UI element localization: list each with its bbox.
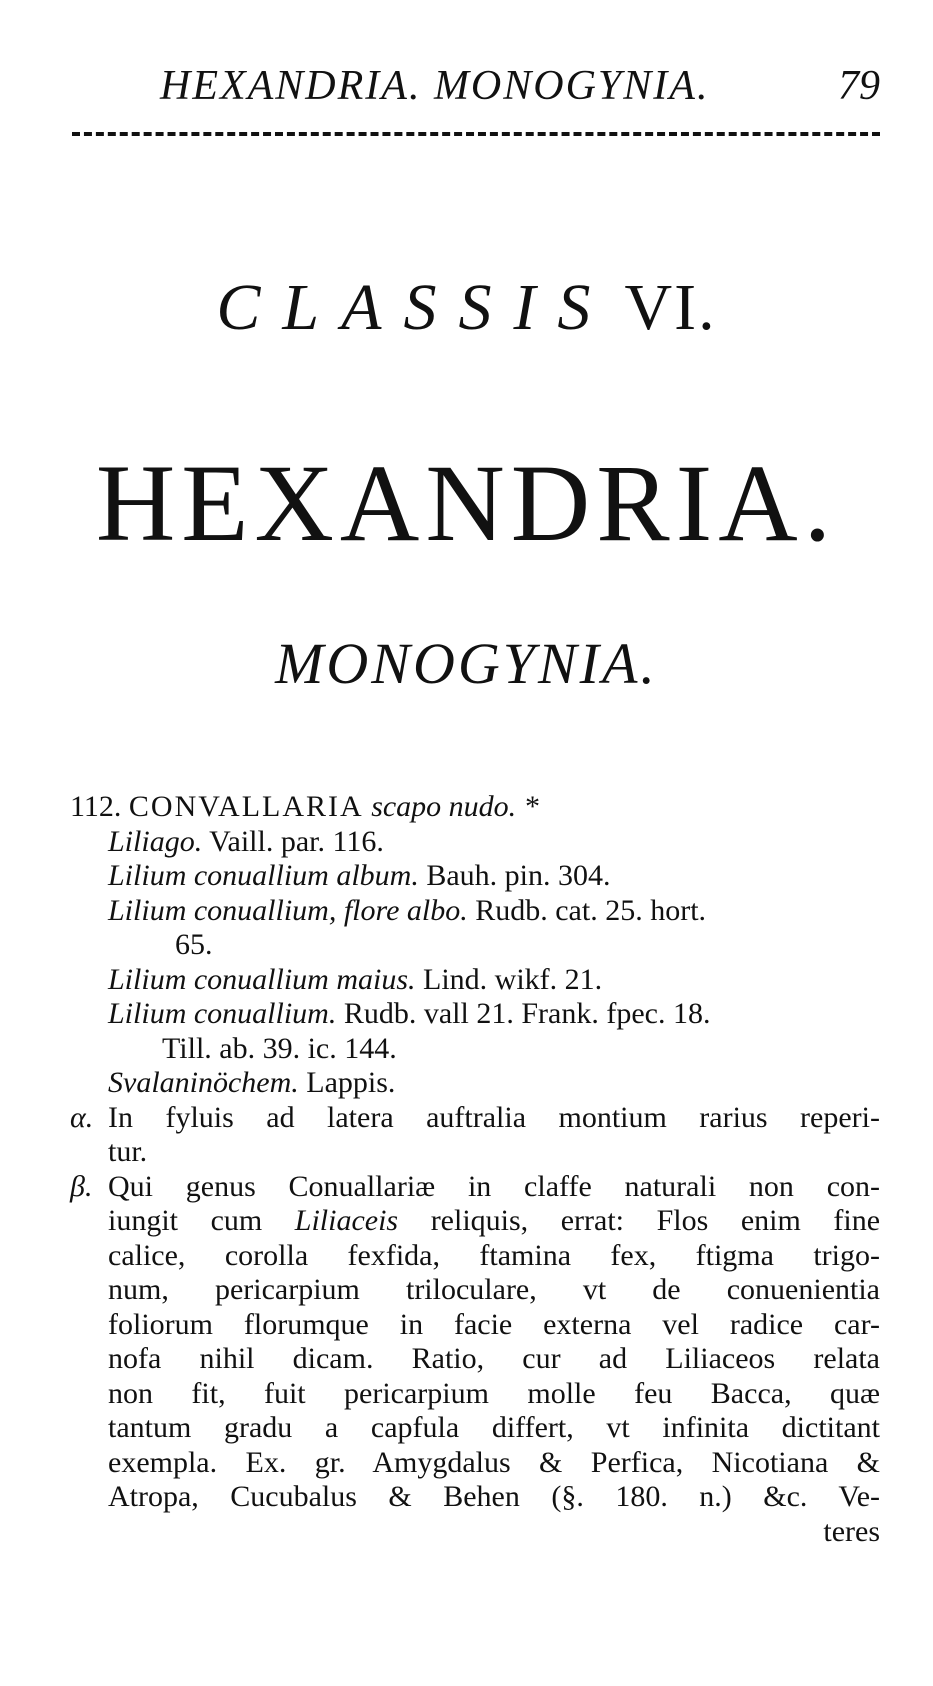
note-beta-text: reliquis, errat: Flos enim fine bbox=[430, 1204, 881, 1237]
note-beta-line bbox=[70, 1342, 880, 1377]
synonym-name-variant: flore albo. bbox=[343, 893, 468, 927]
synonym-ref: Lind. wikf. 21. bbox=[423, 962, 603, 996]
synonym-continuation bbox=[70, 928, 880, 963]
genus-name: CONVALLARIA bbox=[128, 790, 364, 823]
note-beta-line bbox=[70, 1377, 880, 1412]
synonym-name: Svalaninöchem. bbox=[108, 1066, 299, 1099]
synonym-name: Lilium conuallium album. bbox=[108, 859, 419, 892]
classis-numeral: VI. bbox=[624, 271, 717, 344]
synonym-ref: Till. ab. 39. ic. 144. bbox=[162, 1031, 397, 1065]
note-beta-line bbox=[70, 1273, 880, 1308]
running-head bbox=[150, 62, 880, 122]
note-beta-text: exempla. Ex. gr. Amygdalus & Perfica, Nicotiana & bbox=[108, 1445, 880, 1479]
genus-entry bbox=[70, 790, 880, 1549]
running-title: HEXANDRIA. MONOGYNIA. bbox=[160, 63, 710, 109]
synonym-line bbox=[70, 997, 880, 1032]
note-beta-text: iungit cum bbox=[108, 1204, 263, 1237]
note-beta-line bbox=[70, 1411, 880, 1446]
note-beta-text: calice, corolla fexfida, ftamina fex, ftigma trigo- bbox=[108, 1238, 880, 1272]
header-rule bbox=[72, 132, 880, 136]
synonym-name: Lilium conuallium maius. bbox=[108, 962, 416, 996]
note-alpha-line bbox=[70, 1101, 880, 1136]
synonym-line bbox=[70, 1066, 880, 1101]
synonym-name: Lilium conuallium. bbox=[108, 997, 337, 1030]
note-beta-line bbox=[70, 1239, 880, 1274]
note-alpha-text: In fyluis ad latera auftralia montium rarius reperi- bbox=[108, 1100, 880, 1134]
note-beta-line bbox=[70, 1446, 880, 1481]
entry-heading-line bbox=[70, 790, 880, 825]
order-name-heading: MONOGYNIA. bbox=[275, 631, 658, 696]
note-beta-line bbox=[70, 1170, 880, 1205]
note-beta-text: Atropa, Cucubalus & Behen (§. 180. n.) &c. Ve- bbox=[108, 1480, 880, 1513]
catchword-line bbox=[70, 1515, 880, 1550]
note-beta-text: foliorum florumque in facie externa vel radice car- bbox=[108, 1307, 880, 1341]
note-beta-text-mixed bbox=[108, 1204, 880, 1239]
synonym-name: Lilium conuallium, bbox=[108, 893, 337, 927]
note-beta-text: nofa nihil dicam. Ratio, cur ad Liliaceos relata bbox=[108, 1342, 880, 1375]
note-beta-text: Qui genus Conuallariæ in claffe naturali non con- bbox=[108, 1169, 880, 1203]
catchword: teres bbox=[823, 1514, 880, 1548]
note-alpha-line bbox=[70, 1135, 880, 1170]
synonym-line bbox=[70, 894, 880, 929]
note-beta-text: non fit, fuit pericarpium molle feu Bacca, quæ bbox=[108, 1376, 880, 1410]
note-beta-text: tantum gradu a capfula differt, vt infinita dictitant bbox=[108, 1411, 880, 1444]
synonym-ref: Lappis. bbox=[306, 1066, 396, 1099]
synonym-line bbox=[70, 825, 880, 860]
note-beta-line bbox=[70, 1480, 880, 1515]
classis-word: CLASSIS bbox=[216, 271, 613, 344]
synonym-ref: Rudb. cat. 25. hort. bbox=[475, 893, 707, 927]
synonym-ref: Vaill. par. 116. bbox=[209, 824, 384, 858]
synonym-ref: 65. bbox=[175, 928, 213, 961]
class-name-heading: HEXANDRIA. bbox=[95, 442, 838, 564]
synonym-ref: Bauh. pin. 304. bbox=[426, 859, 611, 892]
note-alpha-marker: α. bbox=[70, 1100, 94, 1134]
page-number: 79 bbox=[838, 63, 880, 109]
diagnosis: scapo nudo. * bbox=[371, 790, 539, 823]
synonym-line bbox=[70, 963, 880, 998]
note-alpha-text: tur. bbox=[108, 1135, 148, 1168]
synonym-line bbox=[70, 859, 880, 894]
note-beta-line bbox=[70, 1308, 880, 1343]
synonym-ref: Rudb. vall 21. Frank. fpec. 18. bbox=[343, 997, 711, 1030]
note-beta-text: num, pericarpium triloculare, vt de conuenientia bbox=[108, 1273, 880, 1306]
classis-heading bbox=[0, 270, 933, 346]
synonym-name: Liliago. bbox=[108, 824, 203, 858]
synonym-continuation bbox=[70, 1032, 880, 1067]
note-beta-italic: Liliaceis bbox=[294, 1204, 399, 1237]
entry-number: 112. bbox=[70, 790, 122, 823]
note-beta-marker: β. bbox=[70, 1169, 93, 1203]
note-beta-line bbox=[70, 1204, 880, 1239]
